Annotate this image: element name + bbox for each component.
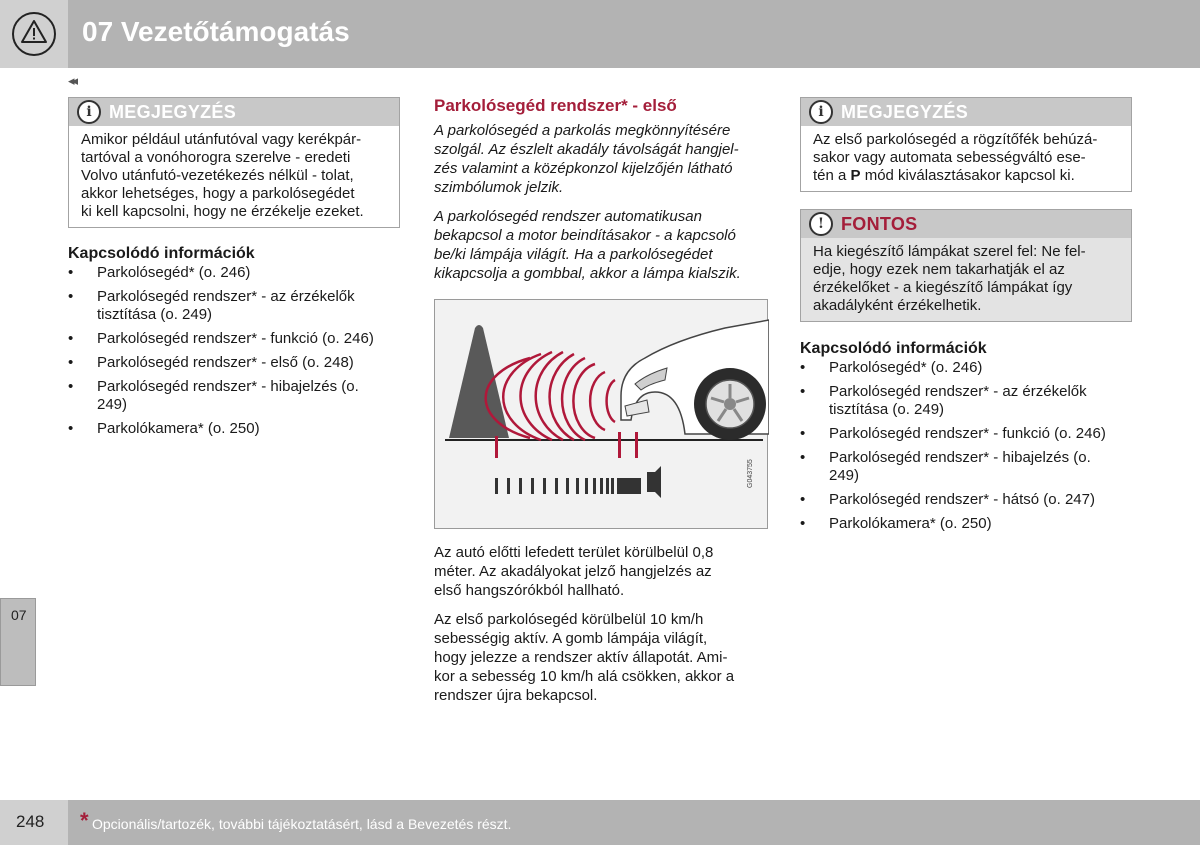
important-line: akadályként érzékelhetik. [813,297,982,314]
body-line: méter. Az akadályokat jelző hangjelzés az [434,563,712,580]
figure-code: G043755 [747,459,754,488]
intro-paragraph-2 [434,207,764,283]
intro-line: kikapcsolja a gombbal, akkor a lámpa kialszik. [434,265,741,282]
note-box-title: MEGJEGYZÉS [841,102,969,122]
intro-line: A parkolósegéd rendszer automatikusan [434,208,702,225]
note-box-body [69,126,399,227]
distance-indicator-icon [495,466,661,498]
important-box-header [801,210,1131,238]
body-line: Az első parkolósegéd körülbelül 10 km/h [434,611,704,628]
body-line: kor a sebesség 10 km/h alá csökken, akkor a [434,668,735,685]
footer-bar [68,800,1200,845]
related-link[interactable]: • Parkolósegéd rendszer* - első (o. 248) [68,354,403,372]
related-info-heading-2: Kapcsolódó információk [800,340,987,357]
related-link[interactable]: • Parkolósegéd rendszer* - hibajelzés (o. 249) [800,449,1135,485]
gear-p-label: P [850,167,861,184]
related-info-list-2 [800,359,1135,539]
section-heading: Parkolósegéd rendszer* - első [434,96,677,115]
body-paragraph [434,543,764,600]
note-line: tén a P mód kiválasztásakor kapcsol ki. [813,167,1075,184]
note-box-header [801,98,1131,126]
intro-line: szimbólumok jelzik. [434,179,564,196]
note-box-trailer [68,97,400,228]
important-box-title: FONTOS [841,214,918,234]
page-title: 07 Vezetőtámogatás [82,16,350,47]
note-box-brake [800,97,1132,192]
sound-wave-icon [486,352,615,440]
important-line: érzékelőket - a kiegészítő lámpákat így [813,279,1073,296]
intro-line: zés valamint a középkonzol kijelzőjén látható [434,160,733,177]
related-info-heading: Kapcsolódó információk [68,245,255,262]
body-line: rendszer újra bekapcsol. [434,687,598,704]
related-info-list [68,264,403,444]
footnote-text: Opcionális/tartozék, további tájékoztatásért, lásd a Bevezetés részt. [92,816,512,832]
note-line: Amikor például utánfutóval vagy kerékpár- [81,131,362,148]
related-link[interactable]: • Parkolókamera* (o. 250) [68,420,403,438]
related-link[interactable]: • Parkolósegéd rendszer* - hátsó (o. 247) [800,491,1135,509]
note-line: Volvo utánfutó-vezetékezés nélkül - tolat, [81,167,354,184]
back-nav-icon[interactable]: ◂◂ [68,73,76,88]
note-box-header [69,98,399,126]
intro-paragraph [434,121,764,197]
intro-line: szolgál. Az észlelt akadály távolságát hangjel- [434,141,739,158]
info-icon: i [809,100,833,124]
exclamation-icon: ! [809,212,833,236]
important-box [800,209,1132,322]
page-number: 248 [16,812,45,831]
parking-sensor-illustration [434,299,768,529]
note-box-title: MEGJEGYZÉS [109,102,237,122]
body-line: sebességig aktív. A gomb lámpája világít, [434,630,708,647]
related-link[interactable]: • Parkolósegéd rendszer* - az érzékelők tisztítása (o. 249) [68,288,403,324]
note-line: akkor lehetséges, hogy a parkolósegédet [81,185,355,202]
chapter-tab[interactable] [0,598,36,686]
related-link[interactable]: • Parkolósegéd rendszer* - az érzékelők tisztítása (o. 249) [800,383,1135,419]
obstacle-cone-icon [449,325,509,438]
page-header [0,0,1200,68]
car-front-icon [621,320,769,440]
intro-line: bekapcsol a motor beindításakor - a kapcsoló [434,227,736,244]
parking-sensor-diagram [435,300,769,530]
related-link[interactable]: • Parkolósegéd* (o. 246) [800,359,1135,377]
related-link[interactable]: • Parkolókamera* (o. 250) [800,515,1135,533]
footnote-star: * [80,808,89,833]
page-number-box [0,800,68,845]
body-line: hogy jelezze a rendszer aktív állapotát. Ami- [434,649,728,666]
related-link[interactable]: • Parkolósegéd* (o. 246) [68,264,403,282]
note-line: Az első parkolósegéd a rögzítőfék behúzá- [813,131,1098,148]
intro-line: A parkolósegéd a parkolás megkönnyítésére [434,122,731,139]
body-line: Az autó előtti lefedett terület körülbelül 0,8 [434,544,714,561]
chapter-tab-label: 07 [11,607,27,623]
important-line: Ha kiegészítő lámpákat szerel fel: Ne fel- [813,243,1086,260]
info-icon: i [77,100,101,124]
body-paragraph-2 [434,610,764,705]
note-line: tartóval a vonóhorogra szerelve - eredeti [81,149,351,166]
body-line: első hangszórókból hallható. [434,582,625,599]
important-box-body [801,238,1131,321]
related-link[interactable]: • Parkolósegéd rendszer* - funkció (o. 246) [800,425,1135,443]
intro-line: be/ki lámpája világít. Ha a parkolósegédet [434,246,713,263]
note-line: sakor vagy automata sebességváltó ese- [813,149,1086,166]
warning-triangle-icon [0,0,68,68]
note-line: ki kell kapcsolni, hogy ne érzékelje ezeket. [81,203,364,220]
important-line: edje, hogy ezek nem takarhatják el az [813,261,1065,278]
related-link[interactable]: • Parkolósegéd rendszer* - funkció (o. 246) [68,330,403,348]
related-link[interactable]: • Parkolósegéd rendszer* - hibajelzés (o. 249) [68,378,403,414]
note-box-body [801,126,1131,191]
